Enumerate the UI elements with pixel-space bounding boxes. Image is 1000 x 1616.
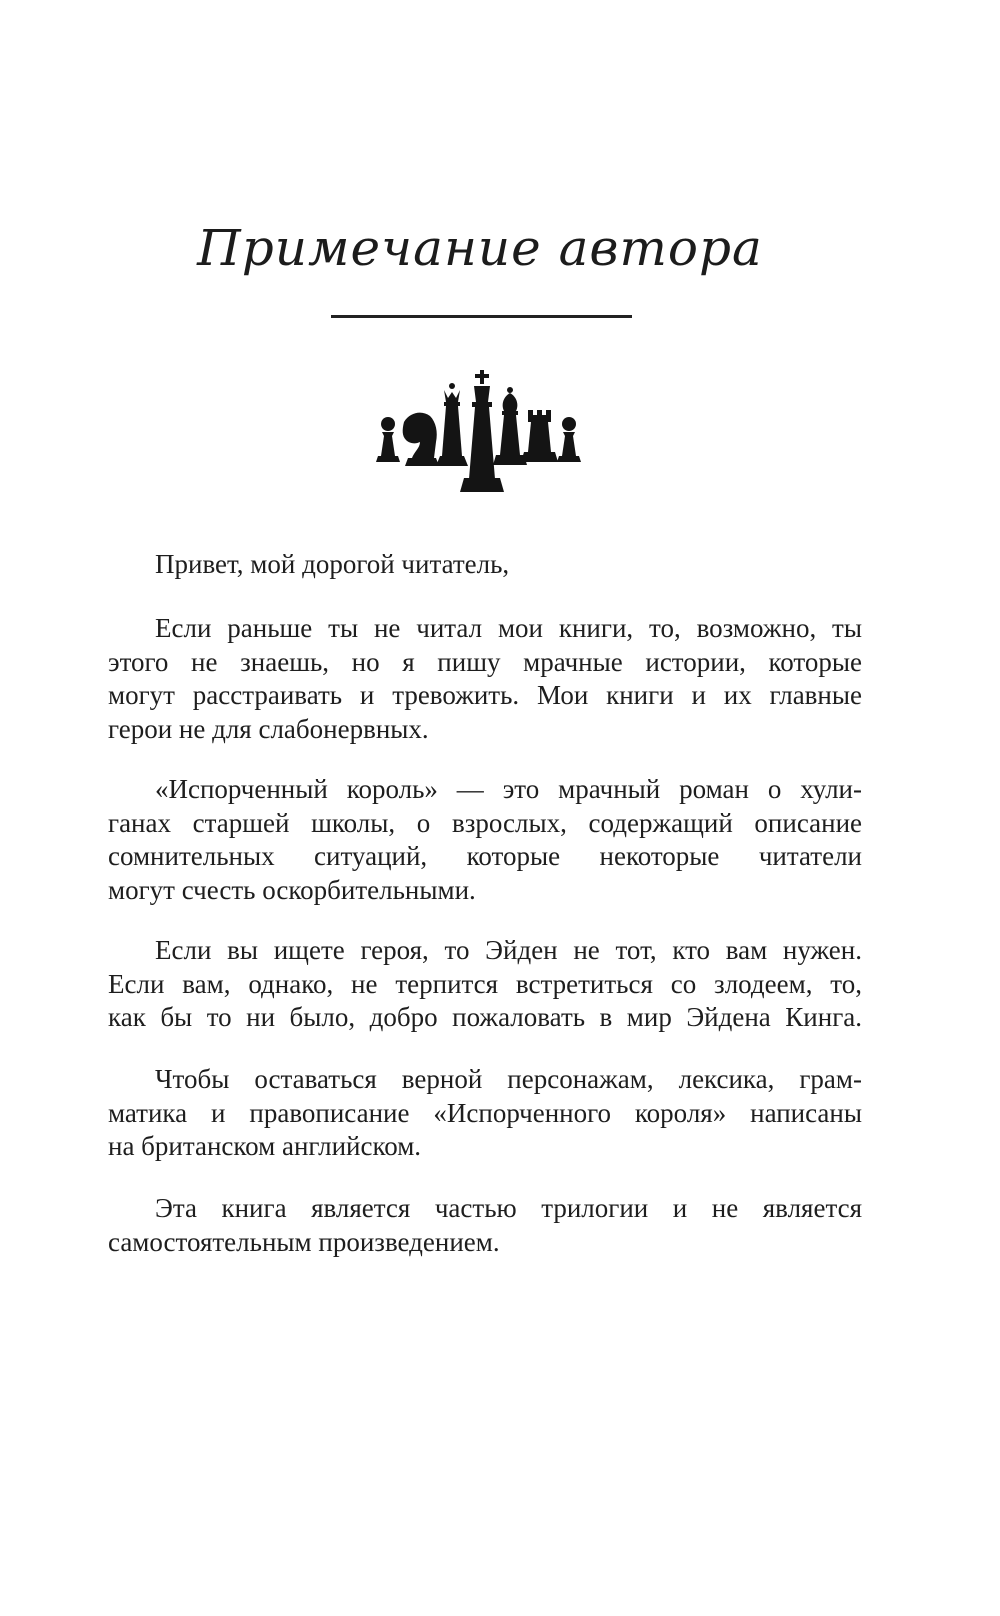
text-line: Чтобы оставаться верной персонажам, лексика, грам-: [155, 1064, 862, 1094]
text-line: этого не знаешь, но я пишу мрачные истории, которые: [108, 646, 862, 677]
paragraph-greeting: [108, 548, 862, 582]
paragraph-trilogy: [108, 1192, 862, 1259]
text-line: Если раньше ты не читал мои книги, то, возможно, ты: [155, 613, 862, 643]
paragraph-language: [108, 1063, 862, 1164]
text-line: Привет, мой дорогой читатель,: [155, 549, 510, 579]
text-line: на британском английском.: [108, 1131, 422, 1161]
text-line: матика и правописание «Испорченного короля» написаны: [108, 1097, 862, 1128]
king-icon: [460, 370, 504, 492]
text-line: как бы то ни было, добро пожаловать в мир Эйдена Кинга.: [108, 1002, 862, 1032]
text-line: сомнительных ситуаций, которые некоторые читатели: [108, 841, 862, 871]
text-line: ганах старшей школы, о взрослых, содержащий описание: [108, 807, 862, 838]
page-title: Примечание автора: [197, 219, 763, 277]
pawn-icon: [376, 417, 400, 462]
knight-icon: [403, 413, 439, 466]
text-line: Если вы ищете героя, то Эйден не тот, кто вам нужен.: [155, 935, 862, 965]
text-line: герои не для слабонервных.: [108, 713, 429, 744]
text-line: «Испорченный король» — это мрачный роман о хули-: [155, 774, 862, 804]
queen-icon: [436, 383, 468, 466]
text-line: Если вам, однако, не терпится встретиться со злодеем, то,: [108, 968, 862, 999]
text-line: самостоятельным произведением.: [108, 1226, 500, 1257]
bishop-icon: [493, 387, 527, 465]
paragraph-warning: [108, 612, 862, 746]
chess-pieces-icon: [376, 370, 586, 500]
text-line: могут расстраивать и тревожить. Мои книги и их главные: [108, 680, 862, 710]
paragraph-book-description: [108, 773, 862, 907]
rook-icon: [521, 410, 558, 462]
text-line: Эта книга является частью трилогии и не является: [155, 1193, 862, 1223]
pawn-icon: [557, 417, 581, 462]
title-divider: [331, 315, 632, 318]
paragraph-hero: [108, 934, 862, 1035]
text-line: могут счесть оскорбительными.: [108, 874, 476, 905]
